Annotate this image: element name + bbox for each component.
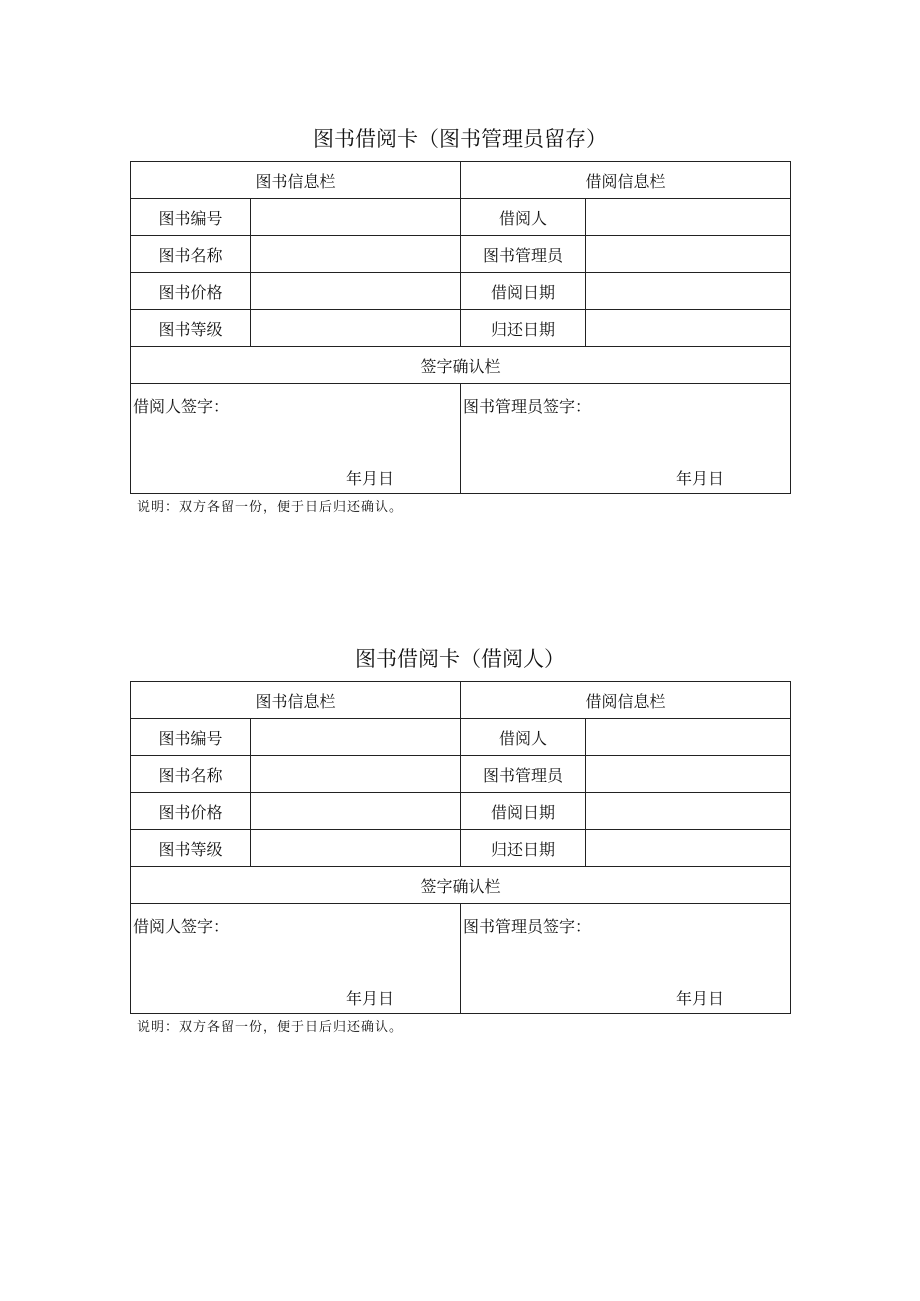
book-number-label: 图书编号 [131,719,251,756]
return-date-label: 归还日期 [461,830,586,867]
librarian-signature-box[interactable] [461,904,791,1014]
book-number-field[interactable] [251,719,461,756]
book-number-field[interactable] [251,199,461,236]
book-price-label: 图书价格 [131,793,251,830]
borrower-signature-label: 借阅人签字： [133,397,230,416]
borrow-date-label: 借阅日期 [461,273,586,310]
book-name-label: 图书名称 [131,756,251,793]
borrower-label: 借阅人 [461,719,586,756]
librarian-label: 图书管理员 [461,756,586,793]
borrow-date-label: 借阅日期 [461,793,586,830]
librarian-signature-date: 年月日 [676,989,725,1008]
borrower-label: 借阅人 [461,199,586,236]
card-note: 说明：双方各留一份，便于日后归还确认。 [137,1020,404,1035]
borrow-info-header: 借阅信息栏 [461,162,791,199]
book-price-field[interactable] [251,273,461,310]
borrower-field[interactable] [586,199,791,236]
book-grade-label: 图书等级 [131,830,251,867]
librarian-field[interactable] [586,236,791,273]
librarian-signature-date: 年月日 [676,469,725,488]
borrower-signature-box[interactable] [131,904,461,1014]
card-note: 说明：双方各留一份，便于日后归还确认。 [137,500,404,515]
borrower-signature-box[interactable] [131,384,461,494]
borrower-signature-label: 借阅人签字： [133,917,230,936]
return-date-field[interactable] [586,310,791,347]
card-title: 图书借阅卡（图书管理员留存） [313,127,607,151]
book-info-header: 图书信息栏 [131,162,461,199]
book-price-field[interactable] [251,793,461,830]
book-grade-field[interactable] [251,310,461,347]
card-table [130,161,791,494]
book-name-field[interactable] [251,756,461,793]
book-price-label: 图书价格 [131,273,251,310]
return-date-field[interactable] [586,830,791,867]
borrower-signature-date: 年月日 [346,989,395,1008]
librarian-signature-label: 图书管理员签字： [463,397,592,416]
borrow-date-field[interactable] [586,273,791,310]
librarian-field[interactable] [586,756,791,793]
borrow-date-field[interactable] [586,793,791,830]
librarian-signature-label: 图书管理员签字： [463,917,592,936]
signature-header: 签字确认栏 [131,867,791,904]
book-info-header: 图书信息栏 [131,682,461,719]
book-name-field[interactable] [251,236,461,273]
card-title: 图书借阅卡（借阅人） [355,647,565,671]
book-name-label: 图书名称 [131,236,251,273]
book-grade-label: 图书等级 [131,310,251,347]
borrower-field[interactable] [586,719,791,756]
signature-header: 签字确认栏 [131,347,791,384]
return-date-label: 归还日期 [461,310,586,347]
borrow-info-header: 借阅信息栏 [461,682,791,719]
librarian-signature-box[interactable] [461,384,791,494]
book-number-label: 图书编号 [131,199,251,236]
borrower-signature-date: 年月日 [346,469,395,488]
card-table [130,681,791,1014]
book-grade-field[interactable] [251,830,461,867]
librarian-label: 图书管理员 [461,236,586,273]
